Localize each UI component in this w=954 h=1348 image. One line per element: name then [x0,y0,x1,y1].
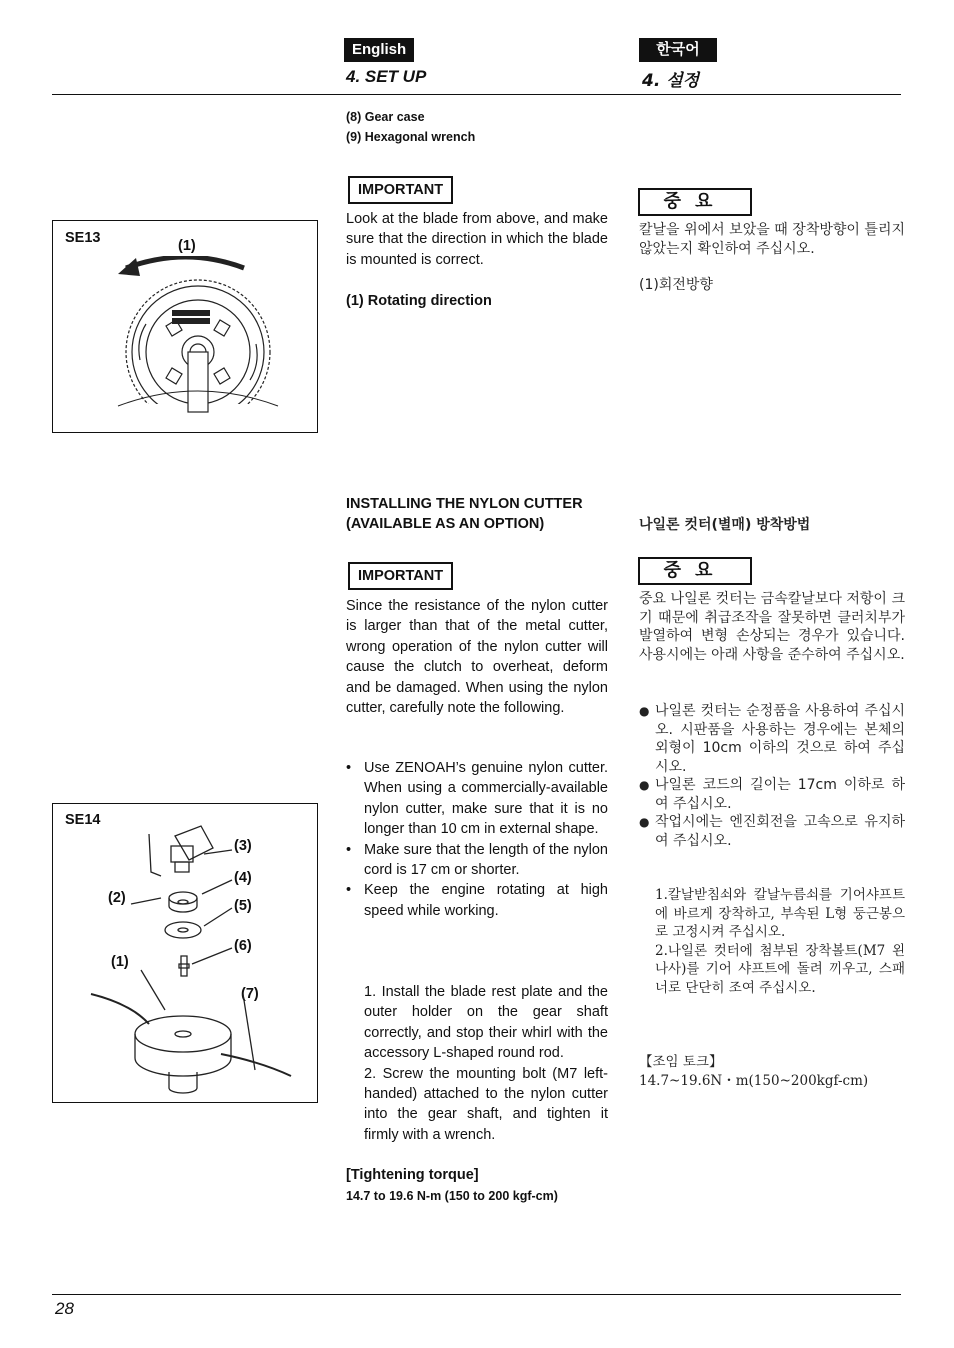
figure-se13-callout-1: (1) [178,238,196,254]
footer-rule [52,1294,901,1295]
section1-caption: (1) Rotating direction [346,293,492,309]
list-item: 1.칼날받침쇠와 칼날누름쇠를 기어샤프트에 바르게 장착하고, 부속된 L형 둥근봉으로 고정시켜 주십시오. [655,887,905,940]
section2-bullets [346,758,608,921]
section-title-en: 4. SET UP [346,67,427,86]
section2-kr-steps [639,886,905,997]
section2-heading-line2: (AVAILABLE AS AN OPTION) [346,516,545,533]
figure-se13 [52,220,318,433]
language-tag-korean: 한국어 [639,38,717,62]
section1-kr-body: 칼날을 위에서 보았을 때 장착방향이 틀리지 않았는지 확인하여 주십시오. [639,222,905,257]
list-item: ● 작업시에는 엔진회전을 고속으로 유지하여 주십시오. [639,813,905,850]
list-item: 2.나일론 컷터에 첨부된 장착볼트(M7 왼나사)를 기어 샤프트에 돌려 끼우고, 스패너로 단단히 조여 주십시오. [655,942,905,996]
figure-se14-callout-1: (1) [111,954,129,970]
parts-list [346,107,475,147]
section2-body: Since the resistance of the nylon cutter is larger than that of the metal cutter, wrong operation of the nylon cutter will cause the clutch to overheat, deform and be damaged. When using the nylon cutter, carefully note the following. [346,598,608,717]
kr-important-box-1: 중요 [638,188,752,216]
kr-torque-value: 14.7~19.6N・m(150~200kgf-cm) [639,1073,869,1089]
figure-se14-callout-5: (5) [234,898,252,914]
list-item: • Keep the engine rotating at high speed while working. [346,880,608,921]
nylon-cutter-illustration [83,814,313,1099]
rotation-arrowhead-shape [118,258,140,276]
figure-se14-callout-2: (2) [108,890,126,906]
language-tag-english: English [344,38,414,62]
list-item: • Use ZENOAH’s genuine nylon cutter. When using a commercially-available nylon cutter, make sure that it is no longer than 10 cm in external shape. [346,758,608,840]
section2-heading-line1: INSTALLING THE NYLON CUTTER [346,496,583,512]
list-item: • Make sure that the length of the nylon cord is 17 cm or shorter. [346,840,608,881]
l-wrench-shape [149,834,161,876]
section2-kr-bullets [639,702,905,850]
section2-heading [346,494,583,535]
figure-se14-callout-6: (6) [234,938,252,954]
figure-se14-callout-3: (3) [234,838,252,854]
section2-kr-body: 중요 나일론 컷터는 금속칼날보다 저항이 크기 때문에 취급조작을 잘못하면 클러치부가 발열하여 변형 손상되는 경우가 있습니다. 사용시에는 아래 사항을 준수하여 주십시오. [639,591,905,663]
blade-illustration [108,256,288,431]
list-item: ● 나일론 컷터는 순정품을 사용하여 주십시오. 시판품을 사용하는 경우에는 본체의 외형이 10cm 이하의 것으로 하여 주십시오. [639,702,905,776]
gear-shaft-shape [188,352,208,412]
rotation-arrow-shape [126,257,244,268]
figure-se13-label: SE13 [65,230,101,246]
torque-label: [Tightening torque] [346,1167,479,1183]
list-item: 2. Screw the mounting bolt (M7 left-handed) attached to the nylon cutter into the gear shaft, and tighten it firmly with a wrench. [364,1065,608,1143]
figure-se14 [52,803,318,1103]
kr-important-box-2: 중요 [638,557,752,585]
important-box-1: IMPORTANT [348,176,453,204]
header-rule [52,94,901,95]
page-number: 28 [55,1299,74,1318]
kr-torque-label: 【조임 토크】 [639,1054,723,1070]
torque-value: 14.7 to 19.6 N-m (150 to 200 kgf-cm) [346,1189,558,1203]
section2-kr-heading: 나일론 컷터(별매) 방착방법 [639,517,811,533]
figure-se14-callout-7: (7) [241,986,259,1002]
parts-item-gear-case: (8) Gear case [346,110,425,124]
figure-se14-label: SE14 [65,812,101,828]
section1-body: Look at the blade from above, and make sure that the direction in which the blade is mounted is correct. [346,211,608,268]
parts-item-hex-wrench: (9) Hexagonal wrench [346,130,476,144]
section2-steps [346,982,608,1145]
section1-kr-caption: (1)회전방향 [639,277,713,293]
figure-se14-callout-4: (4) [234,870,252,886]
list-item: 1. Install the blade rest plate and the outer holder on the gear shaft correctly, and stop their whirl with the accessory L-shaped round rod. [364,984,608,1062]
list-item: ● 나일론 코드의 길이는 17cm 이하로 하여 주십시오. [639,776,905,813]
section-title-kr: 4. 설정 [642,71,700,91]
important-box-2: IMPORTANT [348,562,453,590]
